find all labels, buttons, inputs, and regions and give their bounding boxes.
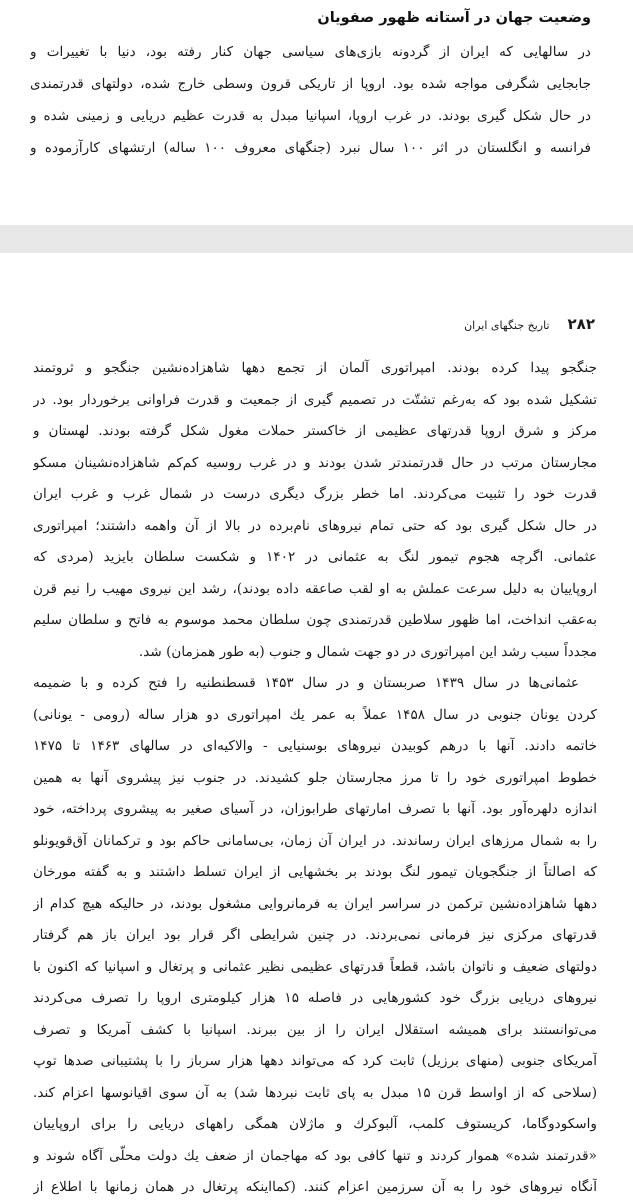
current-page (0, 253, 633, 1200)
text-line: مجارستان مرتب در حال قدرتمندتر شدن بودند و در غرب روسیه کم‌کم شاهزاده‌نشینان مسکو (33, 454, 597, 471)
text-line: قدرتهای مرکزی نیز فرمانی نمی‌بردند. در چنین شرایطی اگر قرار بود ایران باز هم گرفتار (33, 927, 597, 943)
text-line: در حال شکل گیری بودند. در غرب اروپا، اسپانیا مبدل به قدرت عظیم دریایی و زمینی شده و (30, 108, 591, 124)
text-line: قدرت خود را تثبیت می‌کردند. اما خطر بزرگ دیگری درست در شمال غرب و غرب ایران (33, 486, 597, 502)
text-line: نیروهای دریایی بزرگ خود کشورهایی در فاصله ۱۵ هزار کیلومتری اروپا را تصرف می‌کردند (33, 990, 597, 1006)
page-separator (0, 225, 633, 253)
text-line: فرانسه و انگلستان در اثر ۱۰۰ سال نبرد (جنگهای معروف ۱۰۰ ساله) ارتشهای کارآزموده و (30, 140, 591, 156)
text-line: دهها شاهزاده‌نشین ترکمن در سراسر ایران به فرمانروایی مشغول بودند، در حالیکه هیچ کدام از (33, 895, 597, 912)
text-line: مرکز و شرق اروپا قدرتهای عظیمی از خاکستر حملات مغول شکل گرفته بودند. لهستان و (33, 423, 597, 439)
text-line: را به شمال مرزهای ایران رساندند. در ایران آن زمان، بی‌سامانی حاکم بود و ترکمانان آق‌قویونلو (33, 832, 597, 849)
text-line: «قدرتمند شده» هموار کردند و تنها کافی بود که مهاجمان از ضعف یك دولت محلّی آگاه شوند و (33, 1147, 597, 1164)
text-line: آنگاه نیروهای خود را به آن سرزمین اعزام کنند. (کمااینکه پرتغال در همان زمانها با اطلاع از (33, 1179, 597, 1195)
top-paragraph (30, 36, 591, 164)
running-header (464, 315, 595, 333)
previous-page-fragment (0, 0, 633, 225)
text-line: خاتمه دادند. آنها با درهم کوبیدن نیروهای بوسنیایی - والاکیه‌ای در سالهای ۱۴۶۳ تا ۱۴۷۵ (33, 738, 597, 754)
text-line: در سالهایی که ایران از گردونه بازی‌های سیاسی جهان کنار رفته بود، دنیا با تغییرات و (30, 44, 591, 60)
text-line: عثمانی‌ها در سال ۱۴۳۹ صربستان و در سال ۱۴۵۳ قسطنطنیه را فتح کرده و با ضمیمه (33, 675, 579, 691)
text-line: دولتهای ضعیف و ناتوان باشد، قطعاً قدرتهای عظیمی نظیر عثمانی و پرتغال و اسپانیا که اکنون با (33, 958, 597, 975)
text-line: که اصالتاً از جنگجویان تیمور لنگ بودند بر بخشهایی از ایران تسلط داشتند و به گفته مورخان (33, 864, 597, 880)
text-line: جابجایی شگرفی مواجه شده بود. اروپا از تاریکی قرون وسطی خارج شده، دولتهای قدرتمندی (30, 76, 591, 92)
text-line: اروپاییان به دلیل سرعت عملش به او لقب صاعقه داده بودند)، رشد این نیروی مهیب را نیم قرن (33, 580, 597, 597)
body-text (33, 353, 597, 1200)
text-line: عثمانی. اگرچه هجوم تیمور لنگ به عثمانی در ۱۴۰۲ و شکست سلطان بایزید (مردی که (33, 549, 597, 565)
text-line: اندازه دلهره‌آور بود. آنها با تصرف امارتهای طرابوزان، در آسیای صغیر به پیشروی پرداخته، خود (33, 801, 597, 817)
text-line: جنگجو پیدا کرده بودند. امپراتوری آلمان از تجمع دهها شاهزاده‌نشین جنگجو و ثروتمند (33, 360, 597, 376)
text-line: آمریکای جنوبی (منهای برزیل) ثابت کرد که می‌تواند دهها هزار سرباز را با پشتیبانی صدها توپ (33, 1053, 597, 1069)
text-line: کردن یونان جنوبی در سال ۱۴۵۸ عملاً به عمر یك امپراتوری دو هزار ساله (رومی - یونانی) (33, 706, 597, 723)
text-line: (سلاحی که از اواسط قرن ۱۵ مبدل به پای ثابت نبردها شد) به آن سوی اقیانوسها اعزام کند. (33, 1084, 597, 1101)
section-heading: وضعیت جهان در آستانه ظهور صفویان (317, 10, 591, 26)
text-line: تشکیل شده بود که به‌رغم تشتّت در تصمیم گیری از جمعیت و قدرت فراوانی برخوردار بود. در (33, 391, 597, 408)
text-line: مجدداً سبب رشد این امپراتوری در دو جهت شمال و جنوب (به طور همزمان) شد. (138, 643, 597, 660)
text-line: در حال شکل گیری بود که حتی تمام نیروهای نام‌برده در بالا از آن واهمه داشتند؛ امپراتوری (33, 517, 597, 534)
text-line: واسکودوگاما، کریستوف کلمب، آلبوکرك و ماژلان همگی راههای دریایی را برای اروپاییان (33, 1116, 597, 1132)
text-line: به‌عقب انداخت، اما ظهور سلاطین قدرتمندی چون سلطان محمد موسوم به فاتح و سلطان سلیم (33, 612, 597, 628)
text-line: می‌توانستند برای همیشه استقلال ایران را از بین ببرند. اسپانیا با کشف آمریکا و تصرف (33, 1021, 597, 1038)
text-line: خطوط امپراتوری خود را تا مرز مجارستان جلو کشیدند. در جنوب نیز پیشروی آنها به همین (33, 769, 597, 786)
book-title: تاریخ جنگهای ایران (464, 319, 550, 332)
page-number: ۲۸۲ (567, 315, 595, 333)
